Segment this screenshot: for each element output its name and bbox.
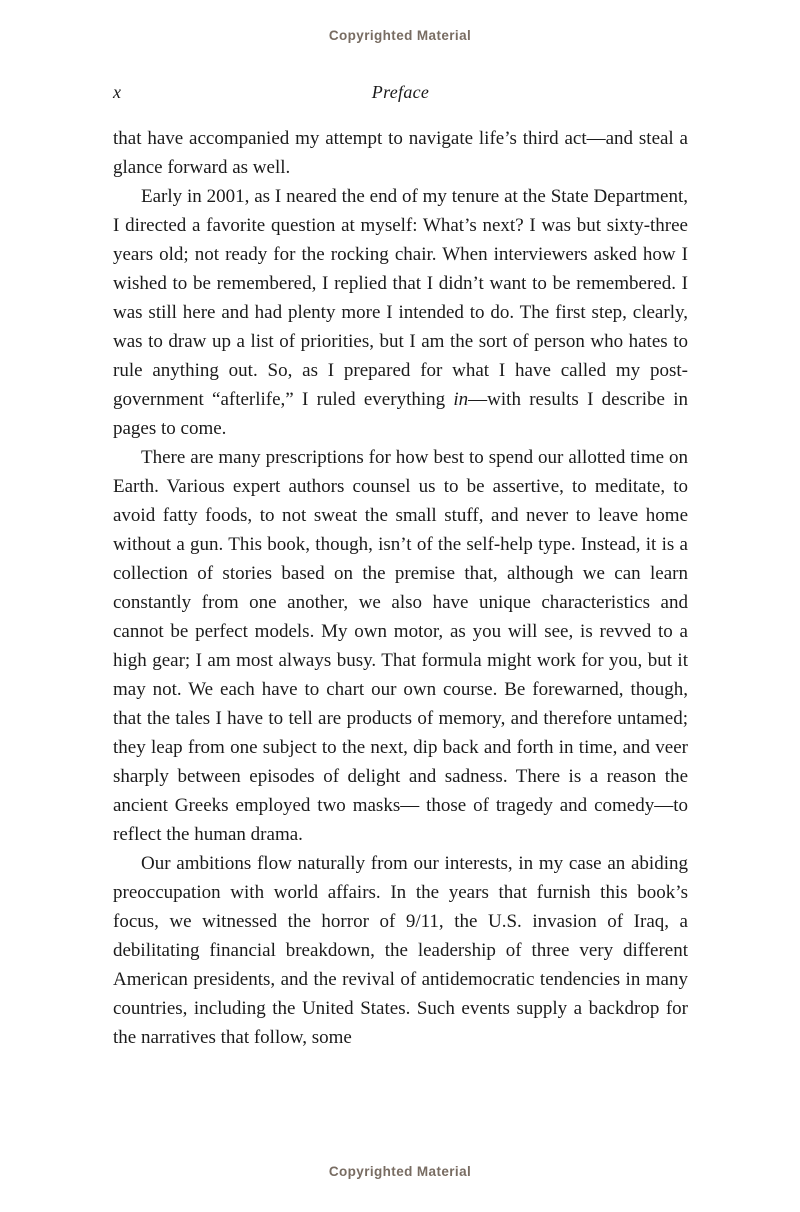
copyright-notice-bottom: Copyrighted Material — [328, 1164, 472, 1179]
page-number: x — [113, 82, 121, 102]
paragraph — [113, 443, 688, 849]
text-run: —with results I describe in pages to come. — [113, 389, 688, 439]
page-header — [113, 82, 688, 106]
text-run: Our ambitions flow naturally from our interests, in my case an abiding preoccupation with world affairs. In the years that furnish this book’s focus, we witnessed the horror of 9/11, the U.S. invasion of Iraq, a debilitating financial breakdown, the leadership of three very different American presidents, and the revival of antidemocratic tendencies in many countries, including the United States. Such events supply a backdrop for the narratives that follow, some — [113, 853, 688, 1048]
paragraph — [113, 182, 688, 443]
copyright-notice-top: Copyrighted Material — [328, 28, 472, 43]
text-run: Early in 2001, as I neared the end of my tenure at the State Department, I directed a favorite question at myself: What’s next? I was but sixty-three years old; not ready for the rocking chair. When interviewers asked how I wished to be remembered, I replied that I didn’t want to be remembered. I was still here and had plenty more I intended to do. The first step, clearly, was to draw up a list of priorities, but I am the sort of person who hates to rule anything out. So, as I prepared for what I have called my post-government “afterlife,” I ruled everything — [113, 186, 688, 410]
text-run: There are many prescriptions for how best to spend our allotted time on Earth. Various expert authors counsel us to be assertive, to meditate, to avoid fatty foods, to not sweat the small stuff, and never to leave home without a gun. This book, though, isn’t of the self-help type. Instead, it is a collection of stories based on the premise that, although we can learn constantly from one another, we also have unique characteristics and cannot be perfect models. My own motor, as you will see, is revved to a high gear; I am most always busy. That formula might work for you, but it may not. We each have to chart our own course. Be forewarned, though, that the tales I have to tell are products of memory, and therefore untamed; they leap from one subject to the next, dip back and forth in time, and veer sharply between episodes of delight and sadness. There is a reason the ancient Greeks employed two masks— those of tragedy and comedy—to reflect the human drama. — [113, 447, 688, 845]
emphasized-text: in — [453, 389, 469, 410]
paragraph — [113, 124, 688, 182]
page-title: Preface — [371, 82, 430, 102]
text-run: that have accompanied my attempt to navigate life’s third act—and steal a glance forward as well. — [113, 128, 688, 178]
body-text — [113, 124, 688, 1052]
paragraph — [113, 849, 688, 1052]
